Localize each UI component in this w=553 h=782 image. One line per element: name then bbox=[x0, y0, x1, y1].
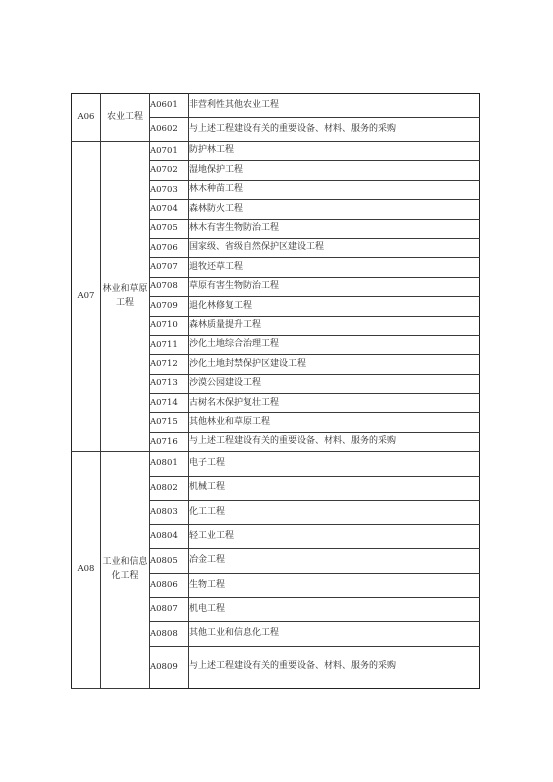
item-name-cell: 国家级、省级自然保护区建设工程 bbox=[189, 238, 480, 257]
table-row bbox=[72, 142, 480, 161]
item-code-cell: A0710 bbox=[150, 316, 189, 335]
category-name-cell: 工业和信息化工程 bbox=[101, 452, 150, 688]
category-name-cell: 林业和草原工程 bbox=[101, 142, 150, 452]
item-name-cell: 退牧还草工程 bbox=[189, 258, 480, 277]
item-code-cell: A0711 bbox=[150, 335, 189, 354]
item-name-cell: 草原有害生物防治工程 bbox=[189, 277, 480, 296]
item-name-cell: 与上述工程建设有关的重要设备、材料、服务的采购 bbox=[189, 118, 480, 142]
category-code-cell: A08 bbox=[72, 452, 101, 688]
item-name-cell: 防护林工程 bbox=[189, 142, 480, 161]
item-name-cell: 轻工业工程 bbox=[189, 525, 480, 549]
procurement-catalog-table bbox=[71, 93, 480, 689]
item-code-cell: A0709 bbox=[150, 297, 189, 316]
item-code-cell: A0704 bbox=[150, 200, 189, 219]
item-name-cell: 电子工程 bbox=[189, 452, 480, 476]
item-code-cell: A0702 bbox=[150, 161, 189, 180]
item-code-cell: A0806 bbox=[150, 573, 189, 597]
item-code-cell: A0708 bbox=[150, 277, 189, 296]
item-name-cell: 非营利性其他农业工程 bbox=[189, 94, 480, 118]
item-code-cell: A0716 bbox=[150, 432, 189, 451]
item-name-cell: 机械工程 bbox=[189, 476, 480, 500]
item-code-cell: A0706 bbox=[150, 238, 189, 257]
item-name-cell: 森林防火工程 bbox=[189, 200, 480, 219]
item-code-cell: A0803 bbox=[150, 500, 189, 524]
item-code-cell: A0705 bbox=[150, 219, 189, 238]
table-row bbox=[72, 94, 480, 118]
item-code-cell: A0703 bbox=[150, 180, 189, 199]
item-code-cell: A0713 bbox=[150, 374, 189, 393]
item-code-cell: A0707 bbox=[150, 258, 189, 277]
item-name-cell: 林木种苗工程 bbox=[189, 180, 480, 199]
item-name-cell: 沙化土地封禁保护区建设工程 bbox=[189, 355, 480, 374]
item-name-cell: 与上述工程建设有关的重要设备、材料、服务的采购 bbox=[189, 432, 480, 451]
item-name-cell: 森林质量提升工程 bbox=[189, 316, 480, 335]
item-code-cell: A0601 bbox=[150, 94, 189, 118]
item-name-cell: 与上述工程建设有关的重要设备、材料、服务的采购 bbox=[189, 646, 480, 688]
item-name-cell: 生物工程 bbox=[189, 573, 480, 597]
item-code-cell: A0701 bbox=[150, 142, 189, 161]
item-name-cell: 冶金工程 bbox=[189, 549, 480, 573]
item-code-cell: A0807 bbox=[150, 598, 189, 622]
item-code-cell: A0808 bbox=[150, 622, 189, 646]
item-code-cell: A0805 bbox=[150, 549, 189, 573]
item-name-cell: 古树名木保护复壮工程 bbox=[189, 394, 480, 413]
item-code-cell: A0801 bbox=[150, 452, 189, 476]
item-code-cell: A0809 bbox=[150, 646, 189, 688]
item-code-cell: A0714 bbox=[150, 394, 189, 413]
item-name-cell: 化工工程 bbox=[189, 500, 480, 524]
item-name-cell: 沙漠公园建设工程 bbox=[189, 374, 480, 393]
table-row bbox=[72, 452, 480, 476]
item-name-cell: 其他工业和信息化工程 bbox=[189, 622, 480, 646]
item-code-cell: A0802 bbox=[150, 476, 189, 500]
category-name-cell: 农业工程 bbox=[101, 94, 150, 142]
item-code-cell: A0602 bbox=[150, 118, 189, 142]
item-code-cell: A0712 bbox=[150, 355, 189, 374]
item-name-cell: 其他林业和草原工程 bbox=[189, 413, 480, 432]
item-name-cell: 退化林修复工程 bbox=[189, 297, 480, 316]
item-name-cell: 沙化土地综合治理工程 bbox=[189, 335, 480, 354]
item-name-cell: 湿地保护工程 bbox=[189, 161, 480, 180]
item-name-cell: 机电工程 bbox=[189, 598, 480, 622]
category-code-cell: A06 bbox=[72, 94, 101, 142]
item-code-cell: A0715 bbox=[150, 413, 189, 432]
item-name-cell: 林木有害生物防治工程 bbox=[189, 219, 480, 238]
category-code-cell: A07 bbox=[72, 142, 101, 452]
item-code-cell: A0804 bbox=[150, 525, 189, 549]
